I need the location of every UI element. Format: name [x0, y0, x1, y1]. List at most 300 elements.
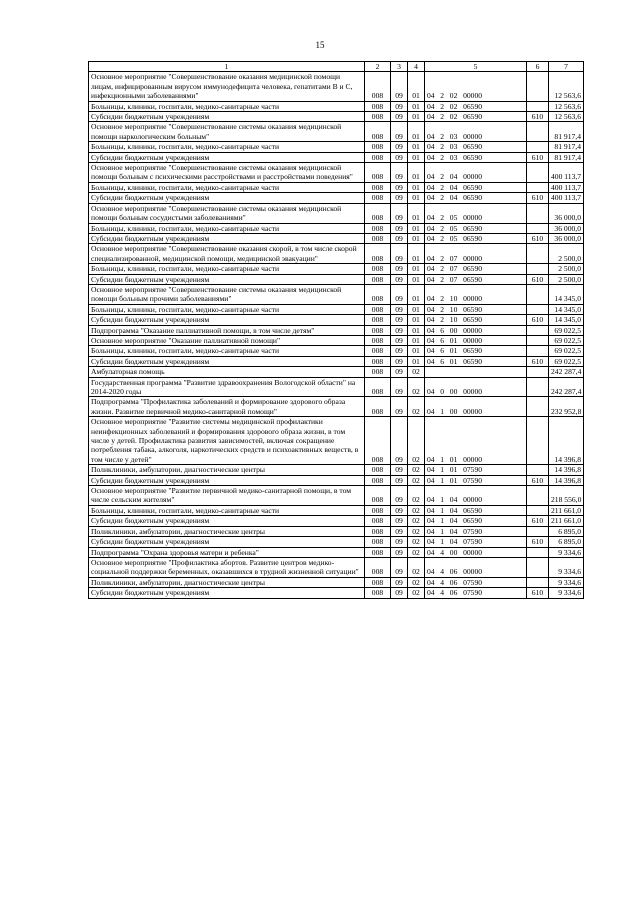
row-name-cell: Государственная программа "Развитие здравоохранения Вологодской области" на 2014-2020 годы — [89, 377, 365, 397]
admin-code-cell: 008 — [365, 547, 391, 557]
expense-type-cell: 610 — [527, 475, 549, 485]
amount-cell: 12 563,6 — [549, 101, 584, 111]
target-article-cell: 04 2 03 00000 — [425, 122, 527, 142]
section-cell: 09 — [391, 304, 408, 314]
expense-type-cell — [527, 284, 549, 304]
subsection-cell: 02 — [408, 516, 425, 526]
target-article-cell — [425, 367, 527, 377]
row-name-cell: Больницы, клиники, госпитали, медико-санитарные части — [89, 505, 365, 515]
subsection-cell: 02 — [408, 537, 425, 547]
admin-code-cell: 008 — [365, 367, 391, 377]
target-article-cell: 04 2 05 06590 — [425, 223, 527, 233]
table-row — [89, 274, 584, 284]
table-row — [89, 163, 584, 183]
section-cell: 09 — [391, 112, 408, 122]
expense-type-cell — [527, 377, 549, 397]
expense-type-cell — [527, 142, 549, 152]
section-cell: 09 — [391, 142, 408, 152]
subsection-cell: 01 — [408, 304, 425, 314]
amount-cell: 211 661,0 — [549, 516, 584, 526]
section-cell: 09 — [391, 223, 408, 233]
admin-code-cell: 008 — [365, 588, 391, 598]
target-article-cell: 04 1 04 06590 — [425, 516, 527, 526]
amount-cell: 36 000,0 — [549, 233, 584, 243]
expense-type-cell — [527, 101, 549, 111]
target-article-cell: 04 2 03 06590 — [425, 152, 527, 162]
amount-cell: 242 287,4 — [549, 367, 584, 377]
row-name-cell: Субсидии бюджетным учреждениям — [89, 356, 365, 366]
admin-code-cell: 008 — [365, 142, 391, 152]
section-cell: 09 — [391, 356, 408, 366]
row-name-cell: Больницы, клиники, госпитали, медико-санитарные части — [89, 304, 365, 314]
amount-cell: 14 345,0 — [549, 315, 584, 325]
section-cell: 09 — [391, 315, 408, 325]
amount-cell: 14 396,8 — [549, 465, 584, 475]
subsection-cell: 01 — [408, 264, 425, 274]
row-name-cell: Основное мероприятие "Оказание паллиативной помощи" — [89, 335, 365, 345]
expense-type-cell — [527, 182, 549, 192]
expense-type-cell — [527, 72, 549, 101]
section-cell: 09 — [391, 547, 408, 557]
target-article-cell: 04 2 04 06590 — [425, 193, 527, 203]
row-name-cell: Субсидии бюджетным учреждениям — [89, 112, 365, 122]
column-header: 7 — [549, 62, 584, 72]
section-cell: 09 — [391, 244, 408, 264]
expense-type-cell — [527, 486, 549, 506]
table-row — [89, 486, 584, 506]
table-row — [89, 588, 584, 598]
target-article-cell: 04 0 00 00000 — [425, 377, 527, 397]
row-name-cell: Больницы, клиники, госпитали, медико-санитарные части — [89, 142, 365, 152]
section-cell: 09 — [391, 577, 408, 587]
target-article-cell: 04 4 06 07590 — [425, 588, 527, 598]
subsection-cell: 02 — [408, 486, 425, 506]
admin-code-cell: 008 — [365, 72, 391, 101]
table-row — [89, 193, 584, 203]
expense-type-cell — [527, 526, 549, 536]
admin-code-cell: 008 — [365, 274, 391, 284]
expense-type-cell — [527, 304, 549, 314]
section-cell: 09 — [391, 526, 408, 536]
section-cell: 09 — [391, 264, 408, 274]
admin-code-cell: 008 — [365, 465, 391, 475]
admin-code-cell: 008 — [365, 417, 391, 465]
amount-cell: 2 500,0 — [549, 244, 584, 264]
subsection-cell: 01 — [408, 203, 425, 223]
table-row — [89, 152, 584, 162]
admin-code-cell: 008 — [365, 557, 391, 577]
table-row — [89, 315, 584, 325]
target-article-cell: 04 2 02 06590 — [425, 101, 527, 111]
amount-cell: 400 113,7 — [549, 182, 584, 192]
admin-code-cell: 008 — [365, 304, 391, 314]
table-row — [89, 377, 584, 397]
amount-cell: 6 895,0 — [549, 537, 584, 547]
budget-table — [88, 61, 584, 599]
expense-type-cell — [527, 163, 549, 183]
row-name-cell: Субсидии бюджетным учреждениям — [89, 233, 365, 243]
table-row — [89, 325, 584, 335]
expense-type-cell — [527, 465, 549, 475]
subsection-cell: 01 — [408, 182, 425, 192]
expense-type-cell: 610 — [527, 152, 549, 162]
expense-type-cell: 610 — [527, 356, 549, 366]
row-name-cell: Больницы, клиники, госпитали, медико-санитарные части — [89, 223, 365, 233]
column-header: 2 — [365, 62, 391, 72]
target-article-cell: 04 1 04 07590 — [425, 526, 527, 536]
admin-code-cell: 008 — [365, 325, 391, 335]
admin-code-cell: 008 — [365, 577, 391, 587]
target-article-cell: 04 2 10 00000 — [425, 284, 527, 304]
amount-cell: 9 334,6 — [549, 577, 584, 587]
target-article-cell: 04 2 05 00000 — [425, 203, 527, 223]
target-article-cell: 04 1 00 00000 — [425, 397, 527, 417]
table-row — [89, 417, 584, 465]
subsection-cell: 01 — [408, 346, 425, 356]
admin-code-cell: 008 — [365, 284, 391, 304]
section-cell: 09 — [391, 377, 408, 397]
amount-cell: 81 917,4 — [549, 122, 584, 142]
admin-code-cell: 008 — [365, 346, 391, 356]
row-name-cell: Поликлиники, амбулатории, диагностические центры — [89, 526, 365, 536]
header-row — [89, 62, 584, 72]
amount-cell: 69 022,5 — [549, 325, 584, 335]
target-article-cell: 04 1 04 06590 — [425, 505, 527, 515]
expense-type-cell — [527, 325, 549, 335]
expense-type-cell — [527, 505, 549, 515]
amount-cell: 9 334,6 — [549, 557, 584, 577]
table-row — [89, 516, 584, 526]
admin-code-cell: 008 — [365, 203, 391, 223]
subsection-cell: 01 — [408, 112, 425, 122]
target-article-cell: 04 6 00 00000 — [425, 325, 527, 335]
amount-cell: 12 563,6 — [549, 72, 584, 101]
target-article-cell: 04 6 01 06590 — [425, 356, 527, 366]
target-article-cell: 04 2 05 06590 — [425, 233, 527, 243]
expense-type-cell — [527, 264, 549, 274]
table-row — [89, 475, 584, 485]
target-article-cell: 04 2 10 06590 — [425, 315, 527, 325]
expense-type-cell — [527, 122, 549, 142]
target-article-cell: 04 2 02 00000 — [425, 72, 527, 101]
expense-type-cell — [527, 223, 549, 233]
section-cell: 09 — [391, 367, 408, 377]
section-cell: 09 — [391, 537, 408, 547]
amount-cell: 400 113,7 — [549, 163, 584, 183]
row-name-cell: Основное мероприятие "Совершенствование системы оказания медицинской помощи больным с психическими расстройствами и расстройствами поведения" — [89, 163, 365, 183]
target-article-cell: 04 2 04 00000 — [425, 163, 527, 183]
expense-type-cell — [527, 547, 549, 557]
section-cell: 09 — [391, 122, 408, 142]
admin-code-cell: 008 — [365, 537, 391, 547]
target-article-cell: 04 2 07 06590 — [425, 274, 527, 284]
amount-cell: 36 000,0 — [549, 223, 584, 233]
admin-code-cell: 008 — [365, 223, 391, 233]
subsection-cell: 02 — [408, 465, 425, 475]
amount-cell: 69 022,5 — [549, 346, 584, 356]
row-name-cell: Основное мероприятие "Совершенствование оказания медицинской помощи лицам, инфицированным вирусом иммунодефицита человека, гепатитами В и С, инфекционными заболеваниями" — [89, 72, 365, 101]
target-article-cell: 04 2 07 06590 — [425, 264, 527, 274]
table-row — [89, 367, 584, 377]
subsection-cell: 01 — [408, 244, 425, 264]
subsection-cell: 02 — [408, 367, 425, 377]
section-cell: 09 — [391, 325, 408, 335]
amount-cell: 69 022,5 — [549, 356, 584, 366]
section-cell: 09 — [391, 335, 408, 345]
section-cell: 09 — [391, 274, 408, 284]
subsection-cell: 02 — [408, 505, 425, 515]
row-name-cell: Подпрограмма "Профилактика заболеваний и формирование здорового образа жизни. Развитие первичной медико-санитарной помощи" — [89, 397, 365, 417]
section-cell: 09 — [391, 193, 408, 203]
subsection-cell: 02 — [408, 475, 425, 485]
amount-cell: 12 563,6 — [549, 112, 584, 122]
table-row — [89, 122, 584, 142]
section-cell: 09 — [391, 101, 408, 111]
admin-code-cell: 008 — [365, 315, 391, 325]
table-row — [89, 112, 584, 122]
target-article-cell: 04 2 10 06590 — [425, 304, 527, 314]
table-row — [89, 244, 584, 264]
row-name-cell: Больницы, клиники, госпитали, медико-санитарные части — [89, 101, 365, 111]
section-cell: 09 — [391, 475, 408, 485]
table-row — [89, 346, 584, 356]
section-cell: 09 — [391, 152, 408, 162]
table-row — [89, 577, 584, 587]
row-name-cell: Основное мероприятие "Совершенствование системы оказания медицинской помощи больным прочими заболеваниями" — [89, 284, 365, 304]
subsection-cell: 01 — [408, 284, 425, 304]
subsection-cell: 01 — [408, 356, 425, 366]
subsection-cell: 01 — [408, 101, 425, 111]
row-name-cell: Поликлиники, амбулатории, диагностические центры — [89, 465, 365, 475]
admin-code-cell: 008 — [365, 122, 391, 142]
admin-code-cell: 008 — [365, 112, 391, 122]
section-cell: 09 — [391, 588, 408, 598]
amount-cell: 81 917,4 — [549, 152, 584, 162]
subsection-cell: 02 — [408, 397, 425, 417]
target-article-cell: 04 2 02 06590 — [425, 112, 527, 122]
table-body — [89, 72, 584, 598]
row-name-cell: Основное мероприятие "Совершенствование оказания скорой, в том числе скорой специализированной, медицинской помощи, медицинской эвакуации" — [89, 244, 365, 264]
subsection-cell: 01 — [408, 152, 425, 162]
amount-cell: 14 396,8 — [549, 475, 584, 485]
row-name-cell: Больницы, клиники, госпитали, медико-санитарные части — [89, 182, 365, 192]
table-row — [89, 557, 584, 577]
table-row — [89, 547, 584, 557]
row-name-cell: Амбулаторная помощь — [89, 367, 365, 377]
admin-code-cell: 008 — [365, 397, 391, 417]
subsection-cell: 01 — [408, 163, 425, 183]
admin-code-cell: 008 — [365, 182, 391, 192]
expense-type-cell — [527, 367, 549, 377]
table-row — [89, 284, 584, 304]
table-row — [89, 526, 584, 536]
row-name-cell: Основное мероприятие "Развитие первичной медико-санитарной помощи, в том числе сельским жителям" — [89, 486, 365, 506]
row-name-cell: Субсидии бюджетным учреждениям — [89, 475, 365, 485]
amount-cell: 14 345,0 — [549, 304, 584, 314]
admin-code-cell: 008 — [365, 233, 391, 243]
expense-type-cell: 610 — [527, 112, 549, 122]
table-row — [89, 304, 584, 314]
expense-type-cell: 610 — [527, 233, 549, 243]
row-name-cell: Субсидии бюджетным учреждениям — [89, 315, 365, 325]
section-cell: 09 — [391, 182, 408, 192]
row-name-cell: Больницы, клиники, госпитали, медико-санитарные части — [89, 346, 365, 356]
subsection-cell: 01 — [408, 335, 425, 345]
amount-cell: 69 022,5 — [549, 335, 584, 345]
table-row — [89, 223, 584, 233]
amount-cell: 14 345,0 — [549, 284, 584, 304]
admin-code-cell: 008 — [365, 526, 391, 536]
row-name-cell: Субсидии бюджетным учреждениям — [89, 516, 365, 526]
column-header: 3 — [391, 62, 408, 72]
amount-cell: 81 917,4 — [549, 142, 584, 152]
admin-code-cell: 008 — [365, 475, 391, 485]
column-header: 5 — [425, 62, 527, 72]
table-row — [89, 233, 584, 243]
subsection-cell: 02 — [408, 377, 425, 397]
section-cell: 09 — [391, 557, 408, 577]
row-name-cell: Поликлиники, амбулатории, диагностические центры — [89, 577, 365, 587]
amount-cell: 232 952,8 — [549, 397, 584, 417]
expense-type-cell: 610 — [527, 516, 549, 526]
amount-cell: 242 287,4 — [549, 377, 584, 397]
subsection-cell: 02 — [408, 526, 425, 536]
subsection-cell: 01 — [408, 193, 425, 203]
expense-type-cell — [527, 244, 549, 264]
table-row — [89, 335, 584, 345]
section-cell: 09 — [391, 233, 408, 243]
column-header: 1 — [89, 62, 365, 72]
table-row — [89, 142, 584, 152]
row-name-cell: Субсидии бюджетным учреждениям — [89, 588, 365, 598]
subsection-cell: 01 — [408, 122, 425, 142]
section-cell: 09 — [391, 465, 408, 475]
amount-cell: 218 556,0 — [549, 486, 584, 506]
table-row — [89, 203, 584, 223]
target-article-cell: 04 1 04 07590 — [425, 537, 527, 547]
target-article-cell: 04 4 06 00000 — [425, 557, 527, 577]
table-row — [89, 264, 584, 274]
table-row — [89, 356, 584, 366]
admin-code-cell: 008 — [365, 244, 391, 264]
expense-type-cell — [527, 417, 549, 465]
admin-code-cell: 008 — [365, 101, 391, 111]
subsection-cell: 01 — [408, 325, 425, 335]
expense-type-cell — [527, 346, 549, 356]
page-number: 15 — [315, 40, 325, 50]
subsection-cell: 02 — [408, 547, 425, 557]
row-name-cell: Субсидии бюджетным учреждениям — [89, 152, 365, 162]
column-header: 4 — [408, 62, 425, 72]
target-article-cell: 04 1 01 07590 — [425, 475, 527, 485]
target-article-cell: 04 2 03 06590 — [425, 142, 527, 152]
section-cell: 09 — [391, 486, 408, 506]
admin-code-cell: 008 — [365, 486, 391, 506]
target-article-cell: 04 1 01 00000 — [425, 417, 527, 465]
table-row — [89, 465, 584, 475]
target-article-cell: 04 4 06 07590 — [425, 577, 527, 587]
section-cell: 09 — [391, 346, 408, 356]
admin-code-cell: 008 — [365, 377, 391, 397]
section-cell: 09 — [391, 397, 408, 417]
row-name-cell: Субсидии бюджетным учреждениям — [89, 193, 365, 203]
subsection-cell: 01 — [408, 72, 425, 101]
row-name-cell: Основное мероприятие "Развитие системы медицинской профилактики неинфекционных заболеваний и формирования здорового образа жизни, в том числе у детей. Профилактика развития зависимостей, включая сокращение потребления табака, алкоголя, наркотических средств и психоактивных веществ, в том числе у детей" — [89, 417, 365, 465]
admin-code-cell: 008 — [365, 152, 391, 162]
table-row — [89, 182, 584, 192]
expense-type-cell — [527, 335, 549, 345]
row-name-cell: Основное мероприятие "Совершенствование системы оказания медицинской помощи больным сосудистыми заболеваниями" — [89, 203, 365, 223]
target-article-cell: 04 4 00 00000 — [425, 547, 527, 557]
section-cell: 09 — [391, 505, 408, 515]
target-article-cell: 04 2 04 06590 — [425, 182, 527, 192]
admin-code-cell: 008 — [365, 163, 391, 183]
target-article-cell: 04 6 01 06590 — [425, 346, 527, 356]
row-name-cell: Подпрограмма "Оказание паллиативной помощи, в том числе детям" — [89, 325, 365, 335]
admin-code-cell: 008 — [365, 516, 391, 526]
expense-type-cell — [527, 397, 549, 417]
amount-cell: 6 895,0 — [549, 526, 584, 536]
expense-type-cell: 610 — [527, 537, 549, 547]
subsection-cell: 02 — [408, 417, 425, 465]
table-row — [89, 505, 584, 515]
table-row — [89, 101, 584, 111]
target-article-cell: 04 2 07 00000 — [425, 244, 527, 264]
section-cell: 09 — [391, 516, 408, 526]
admin-code-cell: 008 — [365, 335, 391, 345]
subsection-cell: 01 — [408, 223, 425, 233]
target-article-cell: 04 6 01 00000 — [425, 335, 527, 345]
subsection-cell: 01 — [408, 315, 425, 325]
amount-cell: 2 500,0 — [549, 264, 584, 274]
section-cell: 09 — [391, 417, 408, 465]
column-header: 6 — [527, 62, 549, 72]
target-article-cell: 04 1 04 00000 — [425, 486, 527, 506]
expense-type-cell — [527, 557, 549, 577]
amount-cell: 14 396,8 — [549, 417, 584, 465]
row-name-cell: Субсидии бюджетным учреждениям — [89, 274, 365, 284]
admin-code-cell: 008 — [365, 356, 391, 366]
amount-cell: 2 500,0 — [549, 274, 584, 284]
row-name-cell: Основное мероприятие "Профилактика абортов. Развитие центров медико-социальной поддержки беременных, оказавшихся в трудной жизненной ситуации" — [89, 557, 365, 577]
subsection-cell: 02 — [408, 577, 425, 587]
table-row — [89, 397, 584, 417]
expense-type-cell: 610 — [527, 193, 549, 203]
amount-cell: 211 661,0 — [549, 505, 584, 515]
admin-code-cell: 008 — [365, 264, 391, 274]
row-name-cell: Больницы, клиники, госпитали, медико-санитарные части — [89, 264, 365, 274]
subsection-cell: 01 — [408, 233, 425, 243]
row-name-cell: Основное мероприятие "Совершенствование системы оказания медицинской помощи наркологическим больным" — [89, 122, 365, 142]
row-name-cell: Субсидии бюджетным учреждениям — [89, 537, 365, 547]
table-row — [89, 72, 584, 101]
expense-type-cell — [527, 203, 549, 223]
amount-cell: 9 334,6 — [549, 588, 584, 598]
amount-cell: 400 113,7 — [549, 193, 584, 203]
section-cell: 09 — [391, 72, 408, 101]
amount-cell: 36 000,0 — [549, 203, 584, 223]
row-name-cell: Подпрограмма "Охрана здоровья матери и ребенка" — [89, 547, 365, 557]
subsection-cell: 02 — [408, 588, 425, 598]
section-cell: 09 — [391, 203, 408, 223]
admin-code-cell: 008 — [365, 193, 391, 203]
table-row — [89, 537, 584, 547]
amount-cell: 9 334,6 — [549, 547, 584, 557]
admin-code-cell: 008 — [365, 505, 391, 515]
subsection-cell: 01 — [408, 274, 425, 284]
section-cell: 09 — [391, 284, 408, 304]
section-cell: 09 — [391, 163, 408, 183]
